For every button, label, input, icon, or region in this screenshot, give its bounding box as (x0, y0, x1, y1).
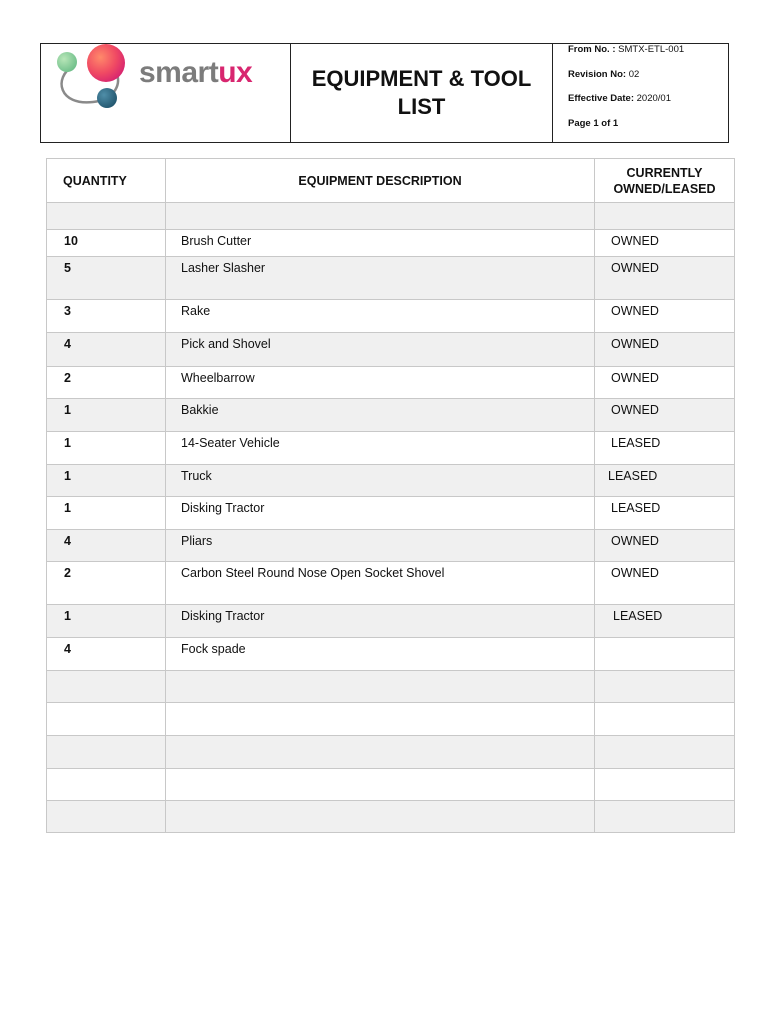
description-cell: Carbon Steel Round Nose Open Socket Shovel (166, 562, 595, 605)
status-cell: OWNED (595, 530, 735, 562)
quantity-cell (47, 801, 166, 833)
table-row (47, 562, 735, 605)
status-cell (595, 203, 735, 230)
quantity-cell: 10 (47, 230, 166, 257)
form-number (568, 44, 728, 69)
quantity-cell: 4 (47, 638, 166, 671)
table-row (47, 367, 735, 399)
status-cell: OWNED (595, 367, 735, 399)
table-row (47, 333, 735, 367)
effective-date (568, 93, 728, 118)
description-cell (166, 736, 595, 769)
table-row (47, 530, 735, 562)
status-cell: LEASED (595, 465, 735, 497)
title-cell (291, 44, 553, 142)
table-row (47, 497, 735, 530)
quantity-cell (47, 203, 166, 230)
status-cell (595, 671, 735, 703)
quantity-cell: 1 (47, 399, 166, 432)
smartux-logo-icon (51, 44, 141, 114)
logo-wordmark (139, 56, 252, 90)
status-cell (595, 638, 735, 671)
quantity-cell: 4 (47, 530, 166, 562)
table-row (47, 257, 735, 300)
effective-date-label: Effective Date: (568, 93, 634, 105)
quantity-cell: 2 (47, 562, 166, 605)
description-cell (166, 703, 595, 736)
table-row (47, 801, 735, 833)
quantity-cell: 5 (47, 257, 166, 300)
table-header-row (47, 159, 735, 203)
table-row (47, 638, 735, 671)
quantity-cell (47, 769, 166, 801)
quantity-cell: 1 (47, 497, 166, 530)
document-title: EQUIPMENT & TOOL LIST (311, 66, 532, 119)
quantity-header: QUANTITY (47, 159, 166, 203)
status-cell: LEASED (595, 497, 735, 530)
quantity-cell: 1 (47, 432, 166, 465)
description-cell (166, 801, 595, 833)
description-cell: Fock spade (166, 638, 595, 671)
description-cell: Wheelbarrow (166, 367, 595, 399)
quantity-cell (47, 736, 166, 769)
description-cell: Rake (166, 300, 595, 333)
description-cell: Disking Tractor (166, 605, 595, 638)
description-header: EQUIPMENT DESCRIPTION (166, 159, 595, 203)
status-header (595, 159, 735, 203)
quantity-cell: 1 (47, 605, 166, 638)
table-row (47, 703, 735, 736)
quantity-cell: 1 (47, 465, 166, 497)
status-cell (595, 736, 735, 769)
quantity-cell: 3 (47, 300, 166, 333)
description-cell (166, 671, 595, 703)
page-label: Page 1 of 1 (568, 117, 619, 129)
page-indicator (568, 118, 728, 143)
description-cell: 14-Seater Vehicle (166, 432, 595, 465)
equipment-table (46, 158, 735, 833)
description-cell: Pick and Shovel (166, 333, 595, 367)
description-cell: Truck (166, 465, 595, 497)
form-number-label: From No. : (568, 44, 616, 55)
status-cell: OWNED (595, 230, 735, 257)
logo-word-smart: smart (139, 56, 219, 89)
status-cell: LEASED (595, 605, 735, 638)
table-row (47, 605, 735, 638)
table-row (47, 399, 735, 432)
quantity-cell (47, 703, 166, 736)
status-header-line2: OWNED/LEASED (613, 181, 716, 196)
description-cell: Pliars (166, 530, 595, 562)
description-cell (166, 203, 595, 230)
status-cell: OWNED (595, 562, 735, 605)
description-cell: Lasher Slasher (166, 257, 595, 300)
revision-label: Revision No: (568, 68, 627, 80)
quantity-cell: 4 (47, 333, 166, 367)
effective-date-value: 2020/01 (636, 93, 671, 105)
status-cell (595, 703, 735, 736)
status-cell: OWNED (595, 300, 735, 333)
description-cell: Disking Tractor (166, 497, 595, 530)
table-row (47, 671, 735, 703)
table-row (47, 203, 735, 230)
table-row (47, 769, 735, 801)
status-cell: OWNED (595, 333, 735, 367)
logo-cell (41, 44, 291, 142)
description-cell: Bakkie (166, 399, 595, 432)
status-cell (595, 801, 735, 833)
table-row (47, 736, 735, 769)
description-cell (166, 769, 595, 801)
status-header-line1: CURRENTLY (626, 165, 703, 180)
document-header (40, 43, 729, 143)
status-cell: OWNED (595, 257, 735, 300)
status-cell: LEASED (595, 432, 735, 465)
quantity-cell (47, 671, 166, 703)
revision-number (568, 69, 728, 94)
table-row (47, 432, 735, 465)
form-number-value: SMTX-ETL-001 (618, 44, 685, 55)
document-meta (553, 44, 728, 142)
description-cell: Brush Cutter (166, 230, 595, 257)
quantity-cell: 2 (47, 367, 166, 399)
status-cell (595, 769, 735, 801)
table-row (47, 300, 735, 333)
revision-value: 02 (628, 68, 640, 80)
table-row (47, 230, 735, 257)
logo-word-ux: ux (218, 56, 253, 89)
table-row (47, 465, 735, 497)
status-cell: OWNED (595, 399, 735, 432)
